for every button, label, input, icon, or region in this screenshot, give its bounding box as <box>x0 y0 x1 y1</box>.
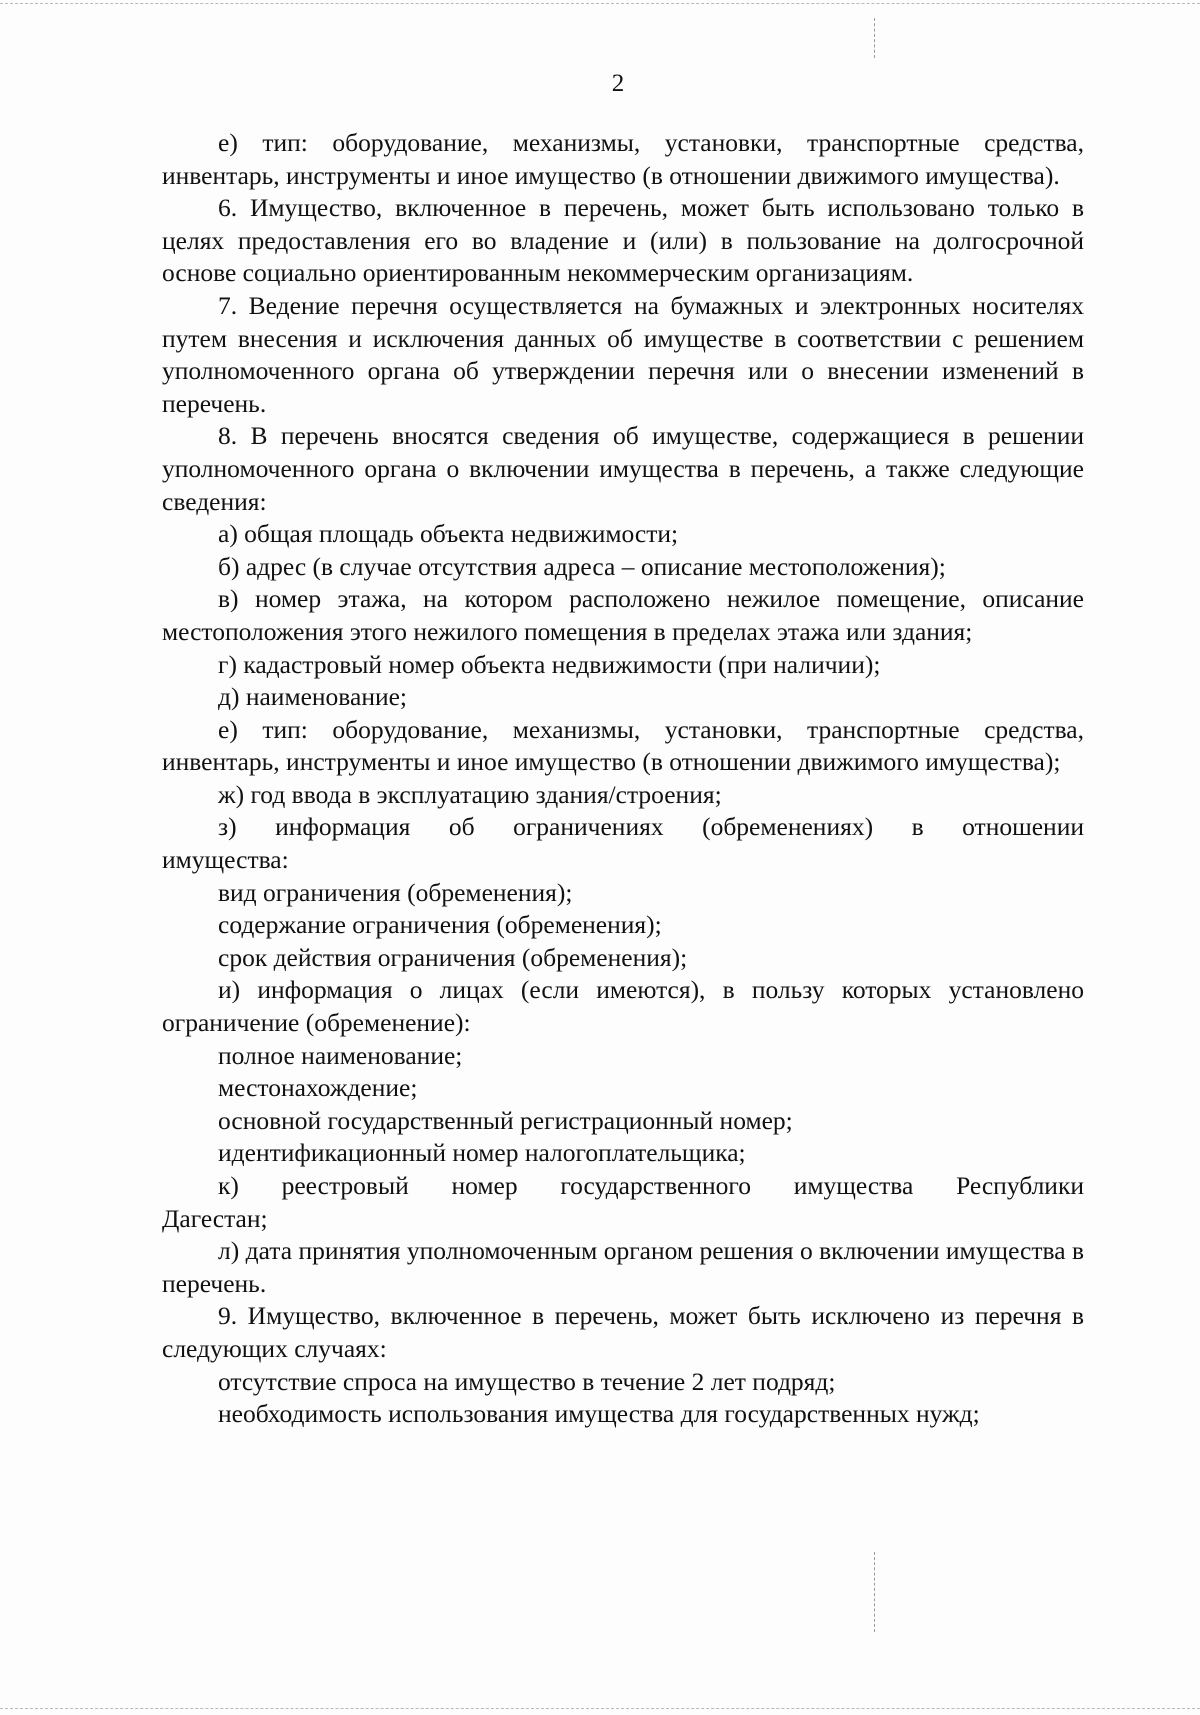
list-item: основной государственный регистрационный номер; <box>218 1105 793 1135</box>
list-item: в) номер этажа, на котором расположено нежилое помещение, описание местоположения этого нежилого помещения в пределах этажа или здания; <box>162 584 1084 646</box>
list-item: полное наименование; <box>218 1040 463 1070</box>
scan-fold-mark <box>874 1552 875 1632</box>
list-item: вид ограничения (обременения); <box>218 877 573 907</box>
list-item: необходимость использования имущества для государственных нужд; <box>218 1399 980 1429</box>
list-item: к) реестровый номер государственного имущества Республики Дагестан; <box>162 1171 1084 1233</box>
list-item: срок действия ограничения (обременения); <box>218 942 688 972</box>
list-item: местонахождение; <box>218 1073 418 1103</box>
paragraph: 7. Ведение перечня осуществляется на бумажных и электронных носителях путем внесения и исключения данных об имуществе в соответствии с решением уполномоченного органа об утверждении перечня или о внесении изменений в перечень. <box>162 290 1084 418</box>
paragraph: е) тип: оборудование, механизмы, установки, транспортные средства, инвентарь, инструменты и иное имущество (в отношении движимого имущества). <box>162 128 1084 190</box>
paragraph: 9. Имущество, включенное в перечень, может быть исключено из перечня в следующих случаях: <box>162 1301 1084 1363</box>
scan-edge-bottom <box>0 1708 1200 1709</box>
page-number: 2 <box>611 70 625 97</box>
list-item: д) наименование; <box>218 682 408 712</box>
scan-edge-top <box>0 3 1200 4</box>
list-item: е) тип: оборудование, механизмы, установки, транспортные средства, инвентарь, инструменты и иное имущество (в отношении движимого имущества); <box>162 714 1084 777</box>
list-item: идентификационный номер налогоплательщика; <box>218 1138 746 1168</box>
document-body <box>162 127 1084 1431</box>
list-item: ж) год ввода в эксплуатацию здания/строения; <box>218 779 722 809</box>
list-item: б) адрес (в случае отсутствия адреса – описание местоположения); <box>218 551 946 581</box>
paragraph: 8. В перечень вносятся сведения об имуществе, содержащиеся в решении уполномоченного органа о включении имущества в перечень, а также следующие сведения: <box>162 421 1084 516</box>
paragraph: 6. Имущество, включенное в перечень, может быть использовано только в целях предоставления его во владение и (или) в пользование на долгосрочной основе социально ориентированным некоммерческим организациям. <box>162 193 1084 288</box>
list-item: и) информация о лицах (если имеются), в пользу которых установлено ограничение (обременение): <box>162 975 1084 1038</box>
list-item: а) общая площадь объекта недвижимости; <box>218 519 679 549</box>
list-item: г) кадастровый номер объекта недвижимости (при наличии); <box>218 649 881 679</box>
list-item: отсутствие спроса на имущество в течение 2 лет подряд; <box>218 1366 836 1396</box>
list-item: л) дата принятия уполномоченным органом решения о включении имущества в перечень. <box>162 1236 1084 1298</box>
list-item: содержание ограничения (обременения); <box>218 910 662 940</box>
scan-fold-mark <box>874 18 875 58</box>
list-item: з) информация об ограничениях (обременениях) в отношении имущества: <box>162 812 1084 875</box>
